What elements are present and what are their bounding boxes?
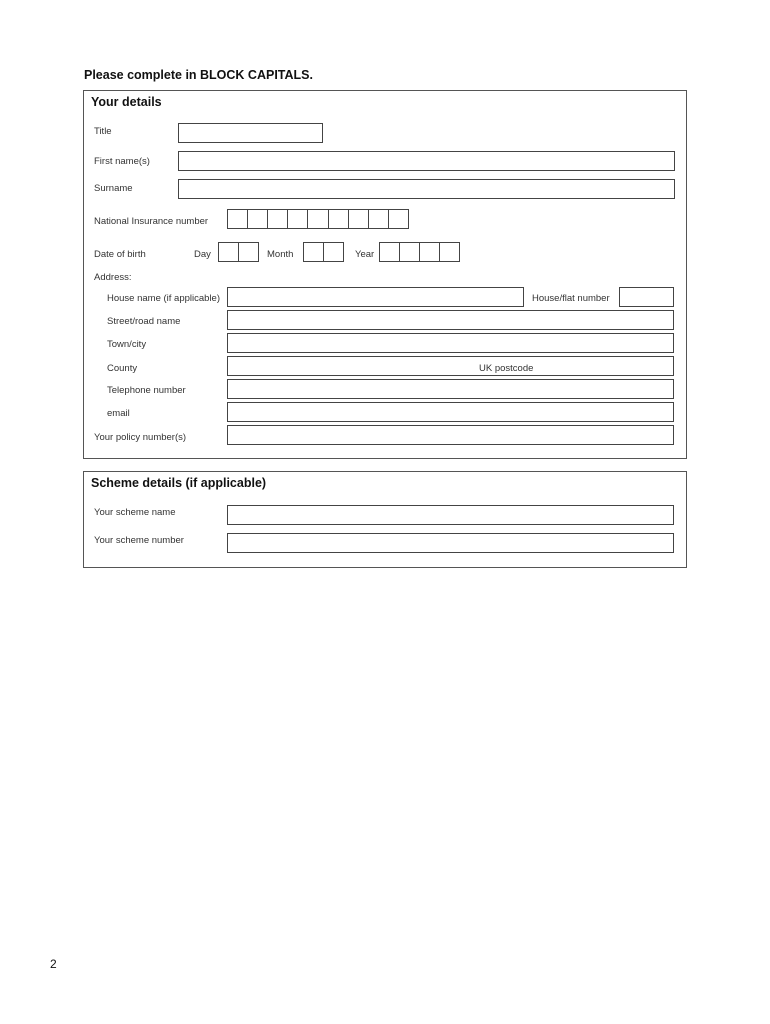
- dob-label: Date of birth: [94, 249, 146, 260]
- title-label: Title: [94, 126, 112, 137]
- ni-number-field[interactable]: [227, 209, 409, 229]
- month-label: Month: [267, 249, 294, 260]
- page-number: 2: [50, 957, 57, 971]
- address-label: Address:: [94, 272, 132, 283]
- house-number-label: House/flat number: [532, 293, 610, 304]
- telephone-label: Telephone number: [107, 385, 186, 396]
- postcode-label: UK postcode: [479, 363, 534, 374]
- surname-label: Surname: [94, 183, 133, 194]
- scheme-name-label: Your scheme name: [94, 507, 176, 518]
- email-field[interactable]: [227, 402, 674, 422]
- scheme-name-field[interactable]: [227, 505, 674, 525]
- house-name-field[interactable]: [227, 287, 524, 307]
- day-label: Day: [194, 249, 211, 260]
- policy-label: Your policy number(s): [94, 432, 187, 443]
- dob-day-field[interactable]: [218, 242, 259, 262]
- scheme-number-field[interactable]: [227, 533, 674, 553]
- instruction-text: Please complete in BLOCK CAPITALS.: [84, 68, 313, 82]
- telephone-field[interactable]: [227, 379, 674, 399]
- house-number-field[interactable]: [619, 287, 674, 307]
- your-details-heading: Your details: [91, 95, 162, 109]
- title-field[interactable]: [178, 123, 323, 143]
- town-field[interactable]: [227, 333, 674, 353]
- ni-label: National Insurance number: [94, 216, 209, 227]
- scheme-details-heading: Scheme details (if applicable): [91, 476, 267, 490]
- house-name-label: House name (if applicable): [107, 293, 221, 304]
- first-names-field[interactable]: [178, 151, 675, 171]
- county-postcode-field[interactable]: [227, 356, 674, 376]
- town-label: Town/city: [107, 339, 147, 350]
- dob-month-field[interactable]: [303, 242, 344, 262]
- street-label: Street/road name: [107, 316, 181, 327]
- street-field[interactable]: [227, 310, 674, 330]
- dob-year-field[interactable]: [379, 242, 460, 262]
- year-label: Year: [355, 249, 375, 260]
- policy-field[interactable]: [227, 425, 674, 445]
- scheme-number-label: Your scheme number: [94, 535, 184, 546]
- county-label: County: [107, 363, 138, 374]
- email-label: email: [107, 408, 130, 419]
- surname-field[interactable]: [178, 179, 675, 199]
- first-names-label: First name(s): [94, 156, 150, 167]
